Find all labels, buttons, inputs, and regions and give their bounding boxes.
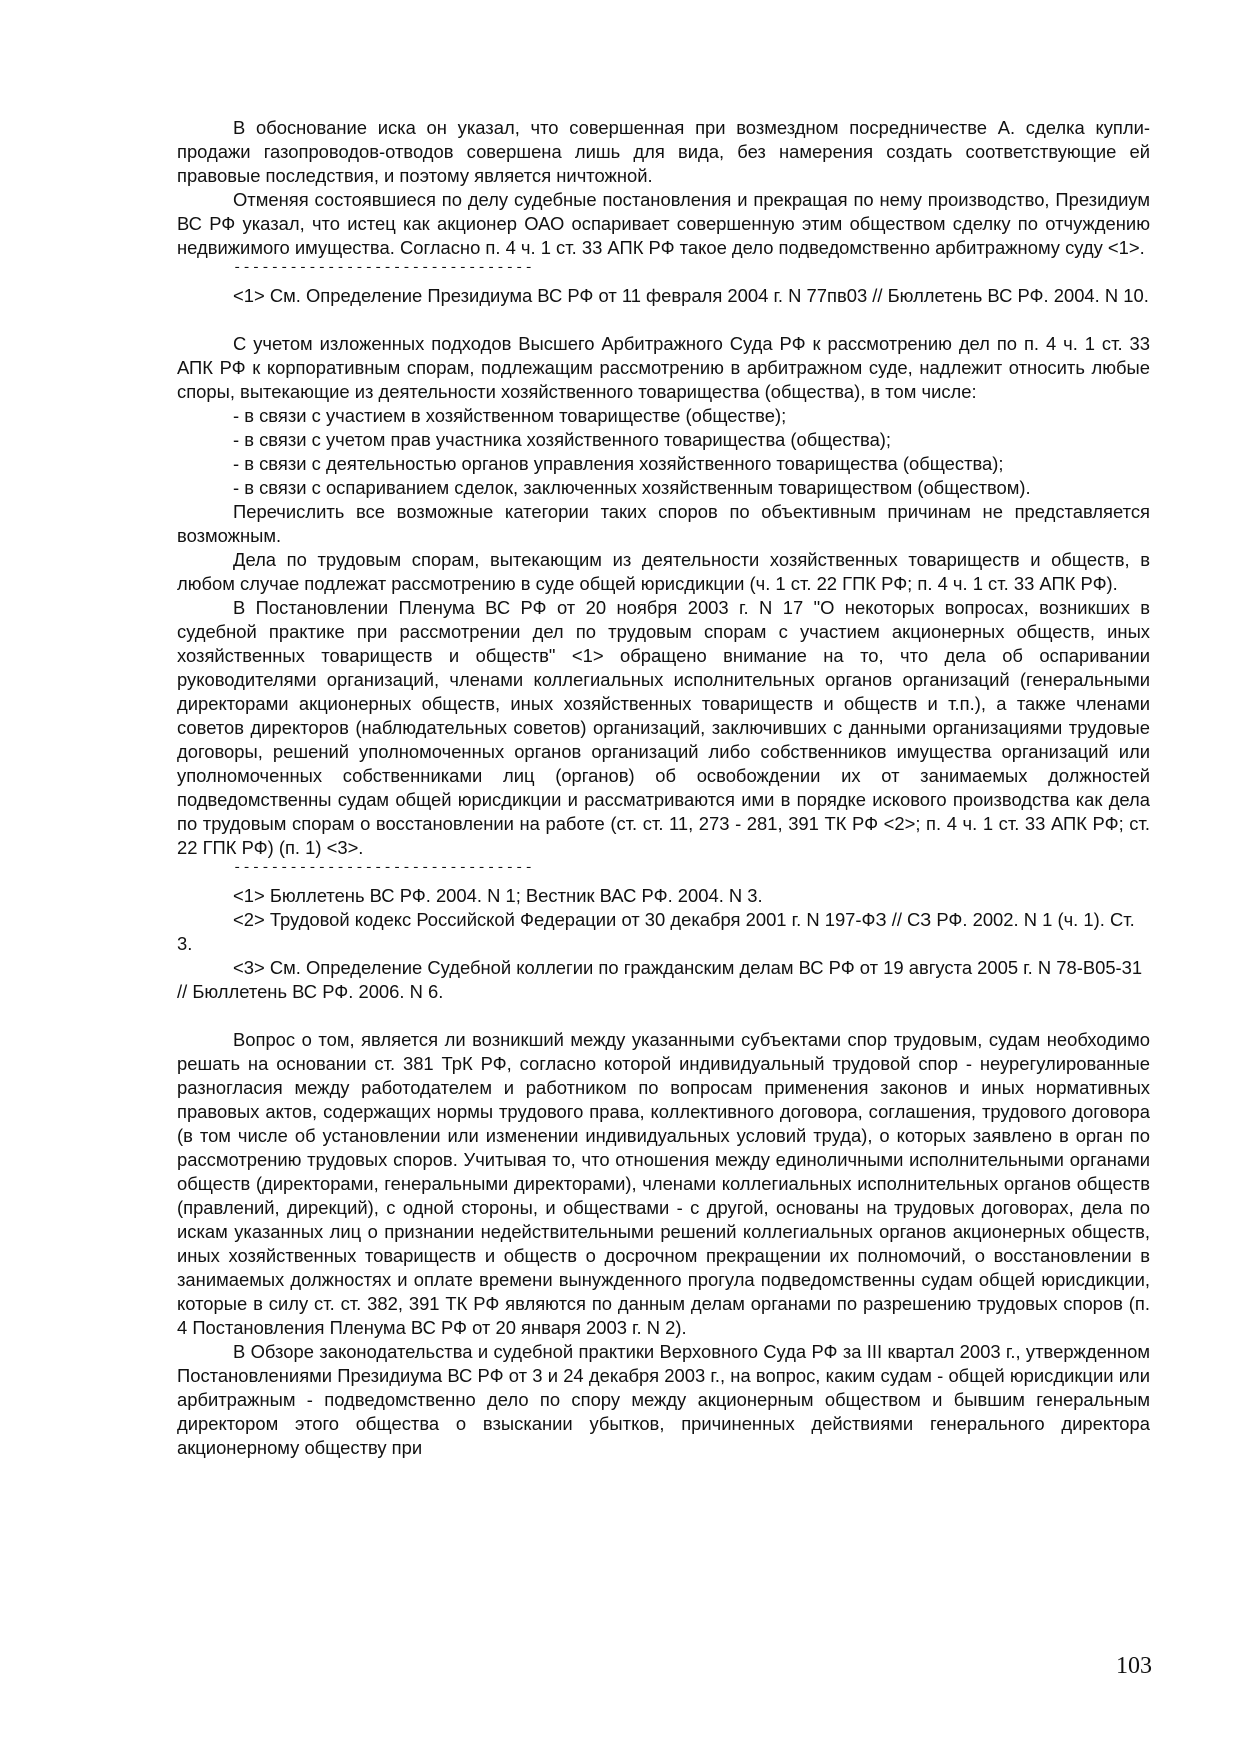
footnote: <2> Трудовой кодекс Российской Федерации от 30 декабря 2001 г. N 197-ФЗ // СЗ РФ. 2002. N 1 (ч. 1). Ст. 3. — [177, 909, 1135, 954]
paragraph: Дела по трудовым спорам, вытекающим из деятельности хозяйственных товариществ и обществ, в любом случае подлежат рассмотрению в суде общей юрисдикции (ч. 1 ст. 22 ГПК РФ; п. 4 ч. 1 ст. 33 АПК РФ). — [177, 549, 1150, 594]
paragraph: В Обзоре законодательства и судебной практики Верховного Суда РФ за III квартал 2003 г., утвержденном Постановлениями Президиума ВС РФ от 3 и 24 декабря 2003 г., на вопрос, каким судам - общей юрисдикции или арбитражным - подведомственно дело по спору между акционерным обществом и бывшим генеральным директором этого общества о взыскании убытков, причиненных действиями генерального директора акционерному обществу при — [177, 1341, 1150, 1458]
footnote-separator: -------------------------------- — [233, 860, 534, 876]
page-number: 103 — [1116, 1653, 1152, 1679]
paragraph: В обоснование иска он указал, что совершенная при возмездном посредничестве А. сделка купли-продажи газопроводов-отводов совершена лишь для вида, без намерения создать соответствующие ей правовые последствия, и поэтому является ничтожной. — [177, 117, 1150, 186]
section-gap — [177, 308, 1150, 332]
footnote-separator: -------------------------------- — [233, 260, 534, 276]
section-gap — [177, 1004, 1150, 1028]
footnote: <1> Бюллетень ВС РФ. 2004. N 1; Вестник ВАС РФ. 2004. N 3. — [233, 885, 763, 906]
paragraph: Отменяя состоявшиеся по делу судебные постановления и прекращая по нему производство, Президиум ВС РФ указал, что истец как акционер ОАО оспаривает совершенную этим обществом сделку по отчуждению недвижимого имущества. Согласно п. 4 ч. 1 ст. 33 АПК РФ такое дело подведомственно арбитражному суду <1>. — [177, 189, 1150, 258]
list-item: - в связи с участием в хозяйственном товариществе (обществе); — [233, 405, 787, 426]
paragraph: С учетом изложенных подходов Высшего Арбитражного Суда РФ к рассмотрению дел по п. 4 ч. 1 ст. 33 АПК РФ к корпоративным спорам, подлежащим рассмотрению в арбитражном суде, надлежит относить любые споры, вытекающие из деятельности хозяйственного товарищества (общества), в том числе: — [177, 333, 1150, 402]
paragraph: Перечислить все возможные категории таких споров по объективным причинам не представляется возможным. — [177, 501, 1150, 546]
list-item: - в связи с деятельностью органов управления хозяйственного товарищества (общества); — [233, 453, 1004, 474]
footnote: <1> См. Определение Президиума ВС РФ от 11 февраля 2004 г. N 77пв03 // Бюллетень ВС РФ. 2004. N 10. — [233, 285, 1149, 306]
list-item: - в связи с учетом прав участника хозяйственного товарищества (общества); — [233, 429, 892, 450]
document-body — [177, 116, 1150, 1460]
paragraph: Вопрос о том, является ли возникший между указанными субъектами спор трудовым, судам необходимо решать на основании ст. 381 ТрК РФ, согласно которой индивидуальный трудовой спор - неурегулированные разногласия между работодателем и работником по вопросам применения законов и иных нормативных правовых актов, содержащих нормы трудового права, коллективного договора, соглашения, трудового договора (в том числе об установлении или изменении индивидуальных условий труда), о которых заявлено в орган по рассмотрению трудовых споров. Учитывая то, что отношения между единоличными исполнительными органами обществ (директорами, генеральными директорами), членами коллегиальных исполнительных органов обществ (правлений, дирекций), с одной стороны, и обществами - с другой, основаны на трудовых договорах, дела по искам указанных лиц о признании недействительными решений коллегиальных органов акционерных обществ, иных хозяйственных товариществ и обществ о досрочном прекращении их полномочий, о восстановлении в занимаемых должностях и оплате времени вынужденного прогула подведомственны судам общей юрисдикции, которые в силу ст. ст. 382, 391 ТК РФ являются по данным делам органами по разрешению трудовых споров (п. 4 Постановления Пленума ВС РФ от 20 января 2003 г. N 2). — [177, 1029, 1150, 1338]
list-item: - в связи с оспариванием сделок, заключенных хозяйственным товариществом (обществом). — [233, 477, 1031, 498]
footnote: <3> См. Определение Судебной коллегии по гражданским делам ВС РФ от 19 августа 2005 г. N 78-В05-31 // Бюллетень ВС РФ. 2006. N 6. — [177, 957, 1143, 1002]
paragraph: В Постановлении Пленума ВС РФ от 20 ноября 2003 г. N 17 "О некоторых вопросах, возникших в судебной практике при рассмотрении дел по трудовым спорам с участием акционерных обществ, иных хозяйственных товариществ и обществ" <1> обращено внимание на то, что дела об оспаривании руководителями организаций, членами коллегиальных исполнительных органов организаций (генеральными директорами акционерных обществ, иных хозяйственных товариществ и обществ и т.п.), а также членами советов директоров (наблюдательных советов) организаций, заключивших с данными организациями трудовые договоры, решений уполномоченных органов организаций либо собственников имущества организаций или уполномоченных собственниками лиц (органов) об освобождении их от занимаемых должностей подведомственны судам общей юрисдикции и рассматриваются ими в порядке искового производства как дела по трудовым спорам о восстановлении на работе (ст. ст. 11, 273 - 281, 391 ТК РФ <2>; п. 4 ч. 1 ст. 33 АПК РФ; ст. 22 ГПК РФ) (п. 1) <3>. — [177, 597, 1150, 858]
